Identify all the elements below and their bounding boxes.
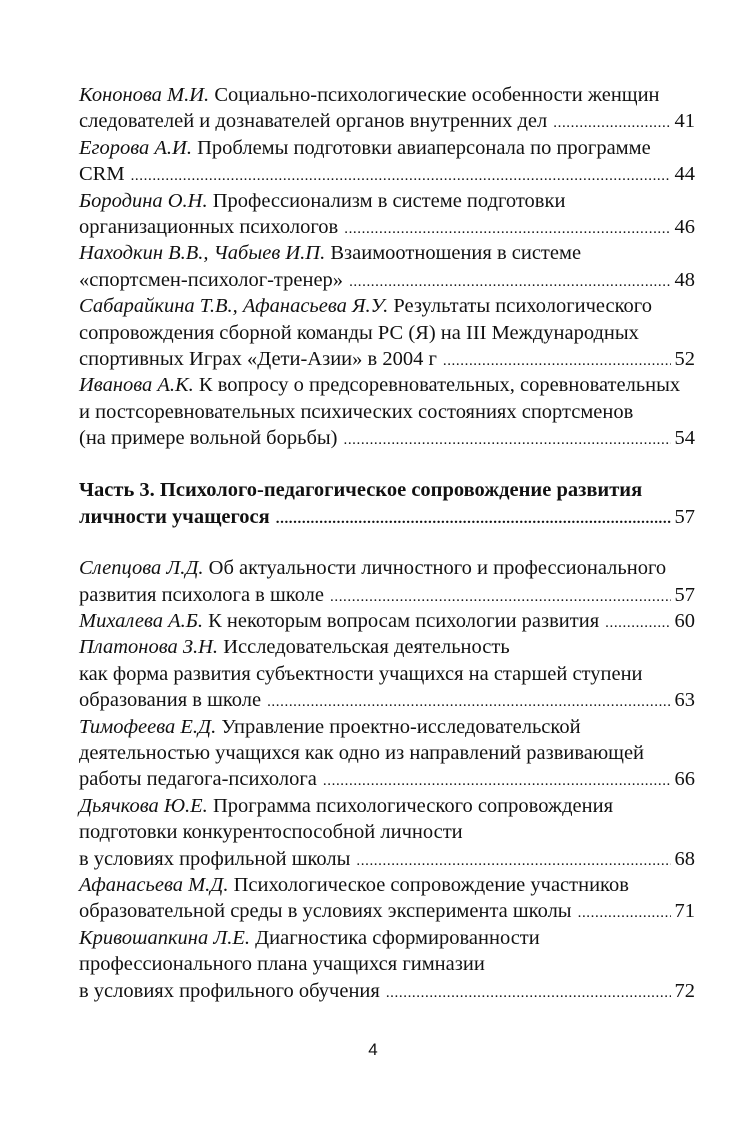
toc-entry bbox=[79, 793, 695, 872]
toc-entry-title: Взаимоотношения в системе bbox=[330, 242, 582, 265]
toc-entry-line bbox=[79, 951, 695, 977]
toc-entry-page-number: 52 bbox=[674, 347, 695, 370]
toc-entry bbox=[79, 188, 695, 241]
toc-entry-line bbox=[79, 846, 695, 872]
dot-leader bbox=[356, 846, 670, 872]
toc-entry-line bbox=[79, 661, 695, 687]
toc-entries-part2 bbox=[79, 82, 695, 451]
toc-entry-title: К вопросу о предсоревновательных, соревновательных bbox=[198, 374, 681, 397]
part3-heading-line-2 bbox=[79, 504, 695, 530]
dot-leader bbox=[344, 214, 670, 240]
toc-entry-page-number: 66 bbox=[674, 768, 695, 791]
dot-leader bbox=[330, 582, 671, 608]
toc-entry-title: и постсоревновательных психических состояниях спортсменов bbox=[79, 400, 634, 423]
toc-entry bbox=[79, 634, 695, 713]
toc-entry-line bbox=[79, 978, 695, 1004]
toc-entry bbox=[79, 925, 695, 1004]
toc-entry-page-number: 46 bbox=[674, 215, 695, 238]
toc-entry-line bbox=[79, 82, 695, 108]
toc-entry-author: Дьячкова Ю.Е. bbox=[79, 794, 208, 817]
toc-entry-line bbox=[79, 740, 695, 766]
toc-entry-title: работы педагога-психолога bbox=[79, 768, 317, 791]
toc-entry-title: следователей и дознавателей органов внутренних дел bbox=[79, 110, 548, 133]
toc-entry-page-number: 54 bbox=[674, 427, 695, 450]
toc-entry-title: Социально-психологические особенности женщин bbox=[214, 84, 660, 106]
toc-entry-author: Кононова М.И. bbox=[79, 84, 210, 106]
toc-entry bbox=[79, 714, 695, 793]
toc-entry-line bbox=[79, 766, 695, 792]
toc-entry-line bbox=[79, 925, 695, 951]
toc-entry-title: Психологическое сопровождение участников bbox=[233, 873, 629, 896]
toc-entry-line bbox=[79, 346, 695, 372]
spacer bbox=[79, 530, 695, 555]
toc-entry-author: Находкин В.В., Чабыев И.П. bbox=[79, 242, 326, 265]
spacer bbox=[79, 451, 695, 477]
table-of-contents bbox=[79, 82, 695, 1004]
toc-entry-author: Тимофеева Е.Д. bbox=[79, 715, 217, 738]
toc-entry-title: «спортсмен-психолог-тренер» bbox=[79, 268, 344, 291]
toc-entry-page-number: 60 bbox=[674, 610, 695, 633]
toc-entry-title: в условиях профильной школы bbox=[79, 847, 351, 870]
toc-entry bbox=[79, 872, 695, 925]
toc-entry-line bbox=[79, 872, 695, 898]
toc-entry-line bbox=[79, 714, 695, 740]
toc-entry-author: Михалева А.Б. bbox=[79, 610, 203, 633]
toc-entry-title: CRM bbox=[79, 163, 125, 186]
toc-entry bbox=[79, 555, 695, 608]
toc-entry-line bbox=[79, 793, 695, 819]
toc-entry-title: Об актуальности личностного и профессионального bbox=[208, 557, 667, 580]
toc-entry-line bbox=[79, 161, 695, 187]
toc-entry bbox=[79, 293, 695, 372]
toc-entry-title: в условиях профильного обучения bbox=[79, 979, 380, 1002]
toc-entry-page-number: 57 bbox=[674, 583, 695, 606]
toc-entry-title: подготовки конкурентоспособной личности bbox=[79, 821, 463, 844]
toc-entry-title: Профессионализм в системе подготовки bbox=[212, 189, 566, 212]
toc-entry-line bbox=[79, 135, 695, 161]
toc-entry-title: К некоторым вопросам психологии развития bbox=[208, 610, 600, 633]
toc-entry-line bbox=[79, 108, 695, 134]
toc-entry-title: сопровождения сборной команды РС (Я) на III Международных bbox=[79, 321, 639, 344]
toc-entry-title: профессионального плана учащихся гимназии bbox=[79, 953, 485, 976]
toc-entry-title: Исследовательская деятельность bbox=[223, 636, 510, 659]
toc-entries-part3 bbox=[79, 555, 695, 1004]
dot-leader bbox=[553, 108, 670, 134]
toc-entry-author: Сабарайкина Т.В., Афанасьева Я.У. bbox=[79, 295, 389, 318]
toc-entry-title: развития психолога в школе bbox=[79, 583, 324, 606]
toc-entry-page-number: 71 bbox=[674, 900, 695, 923]
toc-entry-title: спортивных Играх «Дети-Азии» в 2004 г bbox=[79, 347, 437, 370]
toc-entry bbox=[79, 82, 695, 135]
toc-entry-line bbox=[79, 267, 695, 293]
toc-entry-page-number: 41 bbox=[674, 110, 695, 133]
part3-page-number: 57 bbox=[674, 505, 695, 528]
part3-heading-text: личности учащегося bbox=[79, 505, 270, 528]
toc-entry bbox=[79, 135, 695, 188]
toc-entry-title: образовательной среды в условиях эксперимента школы bbox=[79, 900, 572, 923]
toc-entry-line bbox=[79, 582, 695, 608]
toc-entry-line bbox=[79, 214, 695, 240]
toc-entry-line bbox=[79, 240, 695, 266]
toc-entry-line bbox=[79, 634, 695, 660]
toc-entry-line bbox=[79, 188, 695, 214]
toc-entry bbox=[79, 372, 695, 451]
dot-leader bbox=[443, 346, 671, 372]
dot-leader bbox=[349, 267, 670, 293]
toc-entry-line bbox=[79, 425, 695, 451]
dot-leader bbox=[276, 504, 671, 530]
toc-entry-author: Слепцова Л.Д. bbox=[79, 557, 204, 580]
toc-entry-page-number: 63 bbox=[674, 689, 695, 712]
toc-entry-title: Результаты психологического bbox=[393, 295, 652, 318]
toc-entry-author: Егорова А.И. bbox=[79, 136, 192, 159]
part3-heading bbox=[79, 477, 695, 530]
toc-entry-title: образования в школе bbox=[79, 689, 262, 712]
toc-entry-line bbox=[79, 555, 695, 581]
toc-entry-title: Проблемы подготовки авиаперсонала по программе bbox=[197, 136, 651, 159]
toc-entry-author: Иванова А.К. bbox=[79, 374, 194, 397]
toc-entry-author: Кривошапкина Л.Е. bbox=[79, 926, 251, 949]
toc-entry-line bbox=[79, 399, 695, 425]
part3-heading-line-1: Часть 3. Психолого-педагогическое сопровождение развития bbox=[79, 479, 643, 502]
dot-leader bbox=[578, 898, 671, 924]
toc-entry-line bbox=[79, 608, 695, 634]
page-number: 4 bbox=[368, 1040, 378, 1059]
toc-entry-title: (на примере вольной борьбы) bbox=[79, 427, 338, 450]
dot-leader bbox=[386, 978, 671, 1004]
toc-entry-page-number: 68 bbox=[674, 847, 695, 870]
toc-entry-title: организационных психологов bbox=[79, 215, 339, 238]
toc-entry-title: Программа психологического сопровождения bbox=[212, 794, 613, 817]
toc-entry bbox=[79, 240, 695, 293]
toc-entry-author: Бородина О.Н. bbox=[79, 189, 208, 212]
toc-entry-page-number: 44 bbox=[674, 163, 695, 186]
toc-entry-author: Афанасьева М.Д. bbox=[79, 873, 229, 896]
toc-entry-line bbox=[79, 898, 695, 924]
toc-entry-line bbox=[79, 372, 695, 398]
dot-leader bbox=[131, 161, 671, 187]
toc-entry-line bbox=[79, 320, 695, 346]
dot-leader bbox=[343, 425, 670, 451]
toc-entry bbox=[79, 608, 695, 634]
dot-leader bbox=[605, 608, 670, 634]
toc-entry-title: Управление проектно-исследовательской bbox=[221, 715, 581, 738]
toc-entry-page-number: 72 bbox=[674, 979, 695, 1002]
toc-entry-title: как форма развития субъектности учащихся на старшей ступени bbox=[79, 662, 643, 685]
toc-entry-line bbox=[79, 293, 695, 319]
dot-leader bbox=[267, 687, 670, 713]
toc-entry-page-number: 48 bbox=[674, 268, 695, 291]
toc-entry-title: деятельностью учащихся как одно из направлений развивающей bbox=[79, 741, 645, 764]
toc-entry-title: Диагностика сформированности bbox=[255, 926, 540, 949]
toc-entry-author: Платонова З.Н. bbox=[79, 636, 219, 659]
toc-entry-line bbox=[79, 819, 695, 845]
toc-entry-line bbox=[79, 687, 695, 713]
dot-leader bbox=[323, 766, 671, 792]
